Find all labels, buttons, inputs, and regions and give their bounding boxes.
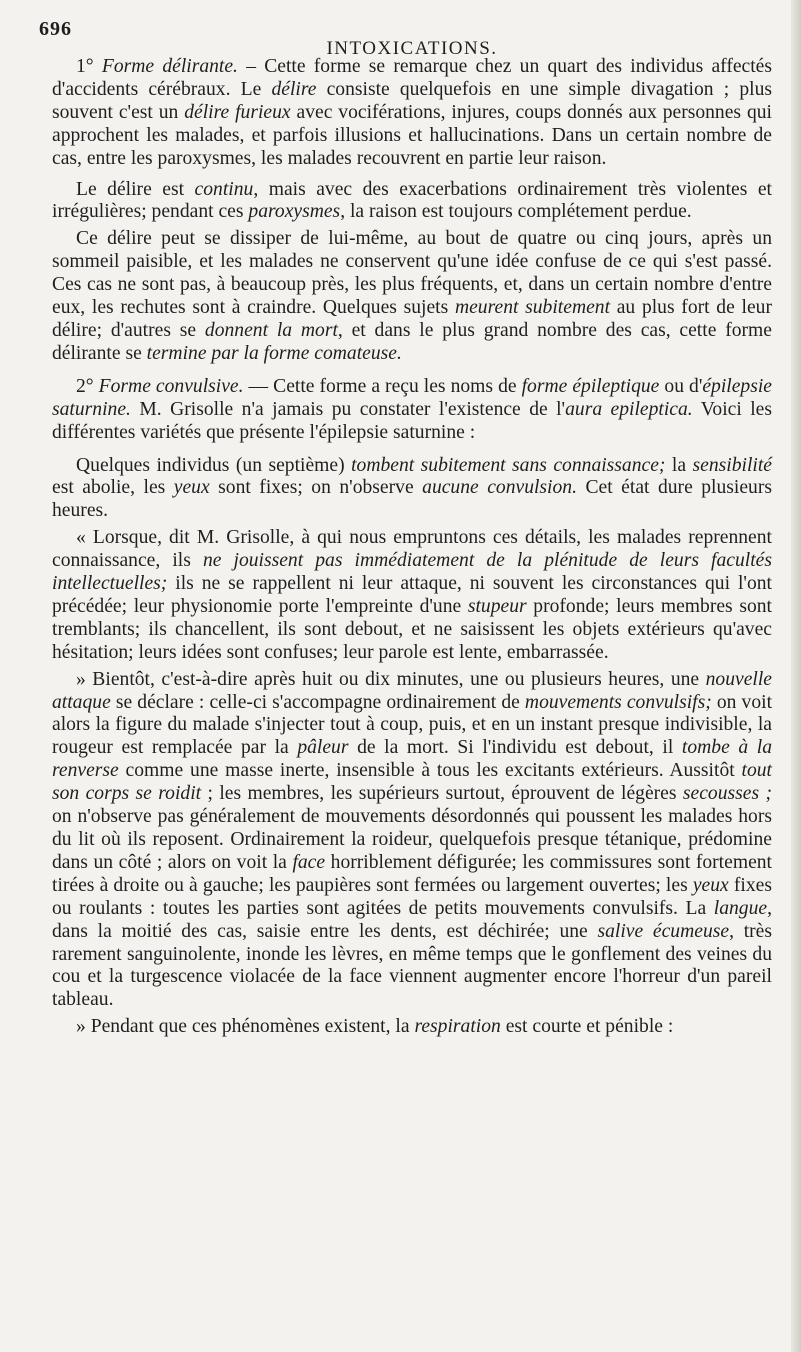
italic-run: Forme délirante.: [101, 56, 238, 77]
text-run: — Cette forme a reçu les noms de: [243, 375, 522, 397]
italic-run: épilepsie saturnine.: [52, 375, 772, 420]
text-run: » Pendant que ces phénomènes existent, la: [76, 1016, 415, 1038]
text-run: , dans la moitié des cas, saisie entre les dents, est déchirée; une: [52, 897, 772, 942]
text-run: ils ne se rappellent ni leur attaque, ni souvent les circonstances qui l'ont précédée; leur physionomie porte l'empreinte d'une: [52, 573, 772, 617]
text-run: Ce délire peut se dissiper de lui-même, au bout de quatre ou cinq jours, après un sommeil paisible, et les malades ne conservent qu'une idée confuse de ce qui s'est passé. Ces cas ne sont pas, à beaucoup près, les plus fréquents, et, dans un certain nombre d'entre eux, les rechutes sont à craindre. Quelques sujets: [52, 228, 772, 319]
text-run: profonde; leurs membres sont tremblants; ils chancellent, ils sont debout, et ne saisissent les objets extérieurs qu'avec hésitation; leurs idées sont confuses; leur parole est lente, embarrassée.: [52, 595, 772, 663]
text-run: 1°: [76, 56, 102, 77]
italic-run: langue: [713, 897, 768, 919]
text-run: on n'observe pas généralement de mouvements désordonnés qui poussent les malades hors du lit où ils reposent. Ordinairement la roideur, quelquefois presque tétanique, prédomine dans un côté ; alors on voit la: [52, 806, 772, 873]
text-run: fixes ou roulants : toutes les parties sont agitées de petits mouvements convulsifs. La: [52, 874, 772, 919]
italic-run: yeux: [173, 477, 210, 499]
paragraph: [52, 527, 772, 664]
text-run: , très rarement sanguinolente, inonde les lèvres, en même temps que le gonflement des veines du cou et la turgescence violacée de la face viennent augmenter encore l'horreur d'un pareil tableau.: [52, 920, 772, 1011]
italic-run: tout son corps se roidit: [52, 760, 772, 805]
paragraph: [52, 228, 772, 365]
italic-run: salive écumeuse: [597, 920, 730, 942]
italic-run: aura epileptica.: [565, 398, 693, 420]
italic-run: tombent subitement sans connaissance;: [351, 454, 666, 476]
text-run: » Bientôt, c'est-à-dire après huit ou dix minutes, une ou plusieurs heures, une: [76, 668, 706, 690]
paragraph: [52, 56, 772, 171]
paragraph: [52, 376, 772, 445]
paragraph: [52, 455, 772, 524]
text-run: de la mort. Si l'individu est debout, il: [348, 737, 682, 759]
italic-run: respiration: [414, 1016, 501, 1038]
italic-run: paroxysmes: [248, 201, 341, 223]
italic-run: Forme convulsive.: [98, 375, 244, 397]
italic-run: délire: [271, 78, 317, 100]
paragraph: [52, 669, 772, 1013]
italic-run: délire furieux: [184, 101, 291, 123]
text-run: Le délire est: [76, 178, 195, 200]
text-run: la: [665, 454, 693, 476]
text-run: – Cette forme se remarque chez un quart des individus affectés d'accidents cérébraux. Le: [52, 56, 772, 100]
running-title: INTOXICATIONS.: [326, 38, 498, 59]
italic-run: secousses ;: [682, 783, 773, 805]
text-run: comme une masse inerte, insensible à tous les excitants extérieurs. Aussitôt: [118, 760, 742, 782]
italic-run: aucune convulsion.: [422, 477, 577, 499]
paragraph: [52, 1016, 772, 1039]
text-run: , la raison est toujours complétement perdue.: [340, 201, 692, 223]
italic-run: stupeur: [467, 595, 527, 617]
italic-run: ne jouissent pas immédiatement de la plénitude de leurs facultés intellectuelles;: [52, 550, 772, 595]
body-text: [52, 56, 772, 1039]
text-run: , mais avec des exacerbations ordinairement très violentes et irrégulières; pendant ces: [52, 178, 772, 223]
text-run: , et dans le plus grand nombre des cas, cette forme délirante se: [52, 319, 772, 364]
italic-run: yeux: [692, 874, 729, 896]
text-run: consiste quelquefois en une simple divagation ; plus souvent c'est un: [52, 78, 772, 123]
text-run: se déclare : celle-ci s'accompagne ordinairement de: [110, 691, 525, 713]
text-run: 2°: [76, 375, 99, 397]
text-run: au plus fort de leur délire; d'autres se: [52, 297, 772, 341]
italic-run: continu: [194, 178, 254, 200]
italic-run: pâleur: [297, 737, 349, 759]
text-run: sont fixes; on n'observe: [209, 477, 423, 499]
italic-run: nouvelle attaque: [52, 668, 772, 713]
page-edge: [791, 0, 801, 1352]
text-run: est courte et pénible :: [500, 1016, 674, 1038]
text-run: M. Grisolle n'a jamais pu constater l'existence de l': [130, 398, 566, 420]
text-run: ; les membres, les supérieurs surtout, éprouvent de légères: [201, 783, 683, 805]
text-run: est abolie, les: [52, 477, 174, 499]
italic-run: sensibilité: [692, 454, 772, 476]
page-number: 696: [39, 18, 72, 40]
italic-run: meurent subitement: [454, 297, 611, 319]
italic-run: mouvements convulsifs;: [524, 691, 712, 713]
text-run: ou d': [659, 375, 703, 397]
italic-run: donnent la mort: [204, 319, 338, 341]
text-run: horriblement défigurée; les commissures sont fortement tirées à droite ou à gauche; les paupières sont fermées ou largement ouvertes; les: [52, 851, 773, 896]
book-page: [39, 16, 773, 1043]
text-run: avec vociférations, injures, coups donnés aux personnes qui approchent les malades, et parfois illusions et hallucinations. Dans un certain nombre de cas, entre les paroxysmes, les malades recouvrent en partie leur raison.: [52, 101, 772, 169]
text-run: « Lorsque, dit M. Grisolle, à qui nous empruntons ces détails, les malades reprennent connaissance, ils: [52, 527, 772, 572]
paragraph: [52, 179, 772, 225]
text-run: on voit alors la figure du malade s'injecter tout à coup, puis, et en un instant presque indivisible, la rougeur est remplacée par la: [52, 691, 773, 759]
italic-run: face: [292, 851, 326, 873]
text-run: Voici les différentes variétés que présente l'épilepsie saturnine :: [52, 398, 772, 443]
italic-run: termine par la forme comateuse.: [146, 342, 402, 364]
text-run: Cet état dure plusieurs heures.: [52, 477, 772, 522]
italic-run: tombe à la renverse: [52, 737, 773, 782]
text-run: Quelques individus (un septième): [76, 454, 352, 476]
page-header: [39, 16, 772, 59]
italic-run: forme épileptique: [521, 375, 660, 397]
